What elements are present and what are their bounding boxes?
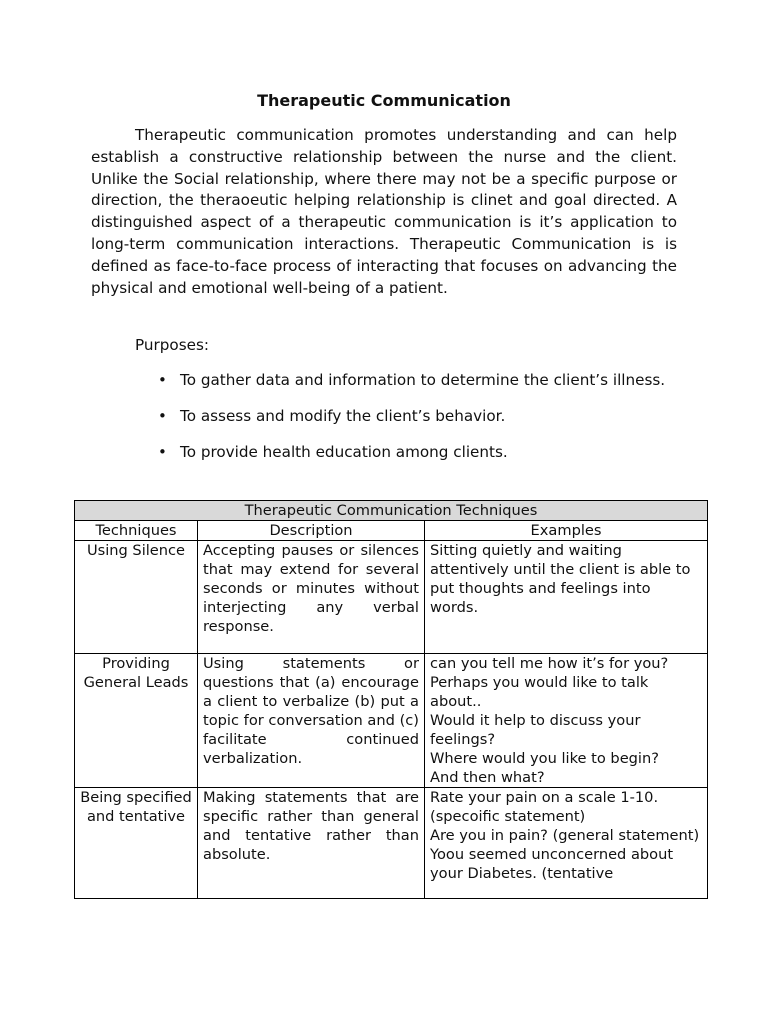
column-header-description: Description: [198, 521, 425, 541]
table-row: [75, 788, 708, 899]
description-cell: Making statements that are specific rather than general and tentative rather than absolute.: [198, 788, 425, 899]
examples-cell: [425, 788, 708, 899]
table-row: [75, 654, 708, 788]
purpose-item: • To gather data and information to determine the client’s illness.: [180, 370, 680, 391]
purpose-item: • To assess and modify the client’s behavior.: [180, 406, 680, 427]
column-header-techniques: Techniques: [75, 521, 198, 541]
example-line: Perhaps you would like to talk about..: [430, 674, 649, 710]
example-line: Sitting quietly and waiting attentively until the client is able to put thoughts and feelings into words.: [430, 542, 691, 616]
purposes-list: [180, 370, 680, 478]
technique-cell: Being specified and tentative: [75, 788, 198, 899]
document-title: Therapeutic Communication: [257, 91, 511, 110]
examples-cell: [425, 541, 708, 654]
purposes-label: Purposes:: [135, 336, 209, 354]
technique-cell: Using Silence: [75, 541, 198, 654]
technique-cell: Providing General Leads: [75, 654, 198, 788]
example-line: Yoou seemed unconcerned about your Diabetes. (tentative: [430, 846, 674, 882]
example-line: Would it help to discuss your feelings?: [430, 712, 641, 748]
column-header-examples: Examples: [425, 521, 708, 541]
intro-paragraph: Therapeutic communication promotes understanding and can help establish a constructive relationship between the nurse and the client. Unlike the Social relationship, where there may not be a specific purpose or direction, the theraoeutic helping relationship is clinet and goal directed. A distinguished aspect of a therapeutic communication is it’s application to long-term communication interactions. Therapeutic Communication is is defined as face-to-face process of interacting that focuses on advancing the physical and emotional well-being of a patient.: [91, 126, 677, 297]
example-line: And then what?: [430, 769, 545, 786]
description-cell: Using statements or questions that (a) encourage a client to verbalize (b) put a topic for conversation and (c) facilitate continued verbalization.: [198, 654, 425, 788]
example-line: Are you in pain? (general statement): [430, 827, 700, 844]
example-line: Where would you like to begin?: [430, 750, 659, 767]
example-line: can you tell me how it’s for you?: [430, 655, 669, 672]
table-caption: Therapeutic Communication Techniques: [75, 501, 708, 521]
examples-cell: [425, 654, 708, 788]
example-line: Rate your pain on a scale 1-10. (specoific statement): [430, 789, 659, 825]
techniques-table: [74, 500, 708, 899]
description-cell: Accepting pauses or silences that may extend for several seconds or minutes without interjecting any verbal response.: [198, 541, 425, 654]
purpose-item: • To provide health education among clients.: [180, 442, 680, 463]
table-row: [75, 541, 708, 654]
